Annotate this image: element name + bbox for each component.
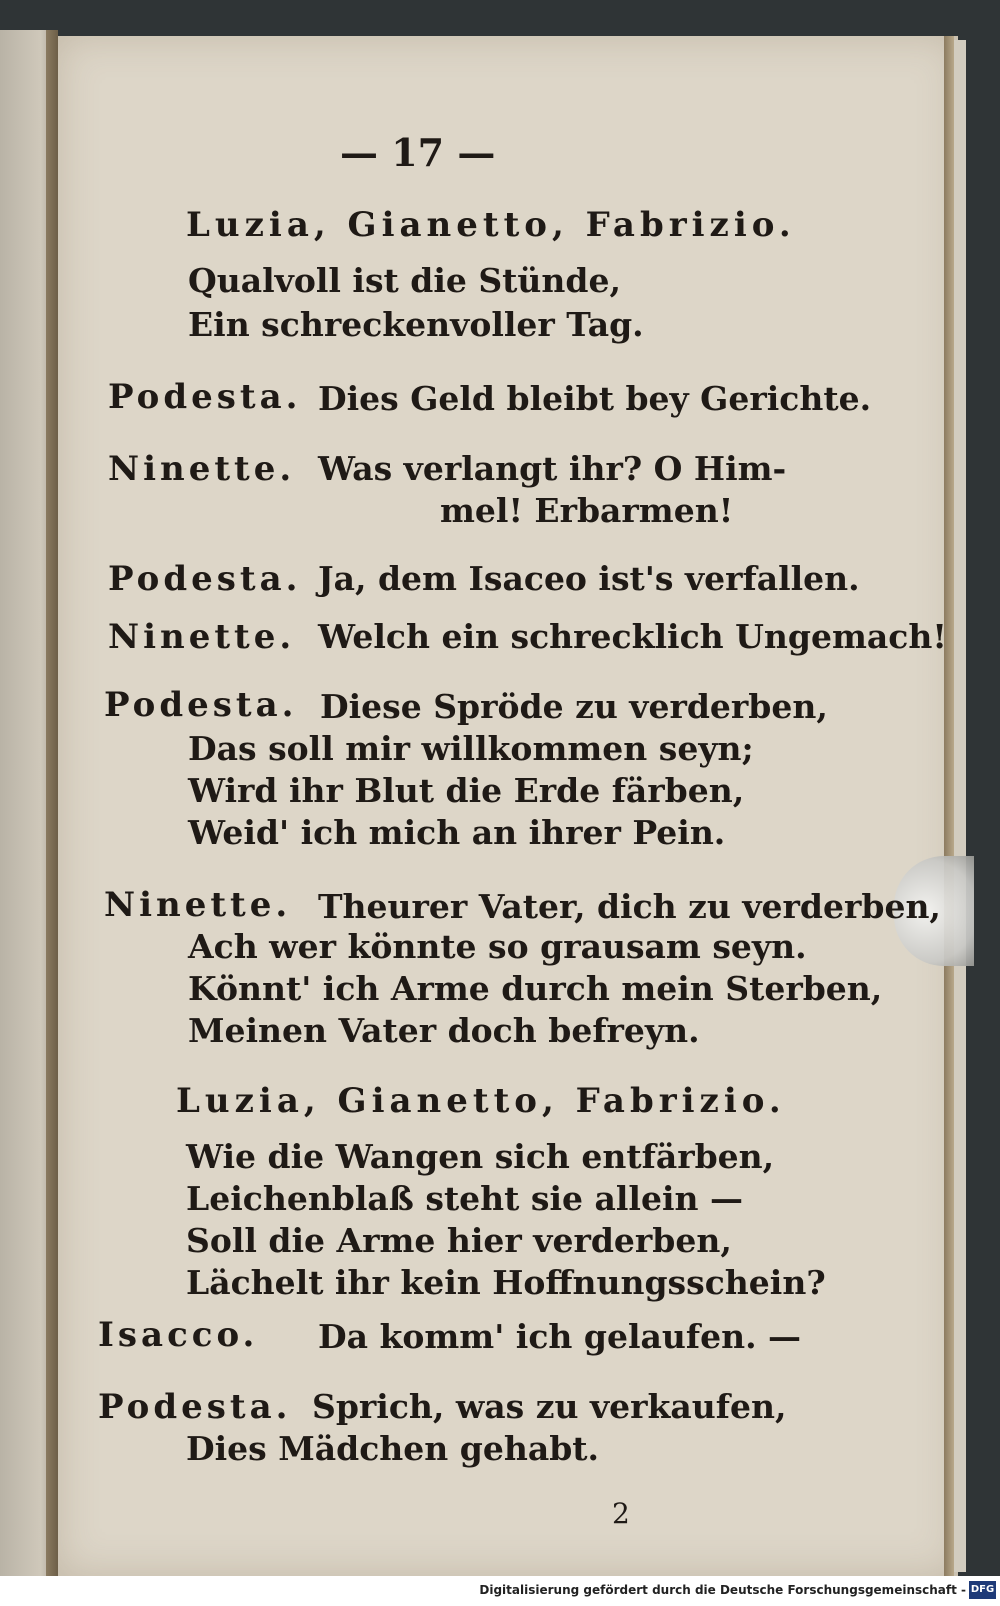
speaker-name: Podesta. bbox=[108, 559, 302, 599]
verse-line: Sprich, was zu verkaufen, bbox=[312, 1387, 787, 1426]
verse-line: Was verlangt ihr? O Him- bbox=[318, 449, 787, 488]
speaker-heading: Luzia, Gianetto, Fabrizio. bbox=[186, 205, 796, 245]
verse-line: Ja, dem Isaceo ist's verfallen. bbox=[318, 559, 860, 598]
verse-line: Diese Spröde zu verderben, bbox=[320, 687, 828, 726]
speaker-name: Ninette. bbox=[104, 885, 292, 925]
signature-mark: 2 bbox=[612, 1497, 630, 1530]
speaker-name: Podesta. bbox=[98, 1387, 292, 1427]
speaker-heading: Luzia, Gianetto, Fabrizio. bbox=[176, 1081, 786, 1121]
verse-line: Welch ein schrecklich Ungemach! bbox=[318, 617, 947, 656]
verse-line: Ach wer könnte so grausam seyn. bbox=[188, 927, 807, 966]
verse-line: Soll die Arme hier verderben, bbox=[186, 1221, 732, 1260]
verse-line: Weid' ich mich an ihrer Pein. bbox=[188, 813, 726, 852]
verse-line: Meinen Vater doch befreyn. bbox=[188, 1011, 700, 1050]
page-stack-edge bbox=[954, 40, 966, 1572]
speaker-name: Isacco. bbox=[98, 1315, 259, 1355]
speaker-name: Ninette. bbox=[108, 617, 296, 657]
verse-line: Wie die Wangen sich entfärben, bbox=[186, 1137, 775, 1176]
verse-line: Dies Geld bleibt bey Gerichte. bbox=[318, 379, 872, 418]
verse-line: Qualvoll ist die Stünde, bbox=[188, 261, 621, 300]
verse-line: Lächelt ihr kein Hoffnungsschein? bbox=[186, 1263, 826, 1302]
verse-line: Theurer Vater, dich zu verderben, bbox=[318, 887, 941, 926]
verse-line: Da komm' ich gelaufen. — bbox=[318, 1317, 802, 1356]
verse-line: Wird ihr Blut die Erde färben, bbox=[188, 771, 745, 810]
dfg-logo: DFG bbox=[969, 1581, 996, 1599]
verse-line: Dies Mädchen gehabt. bbox=[186, 1429, 600, 1468]
verse-line: Das soll mir willkommen seyn; bbox=[188, 729, 754, 768]
footer-bar bbox=[0, 1576, 1000, 1606]
verse-line: Leichenblaß steht sie allein — bbox=[186, 1179, 743, 1218]
speaker-name: Podesta. bbox=[104, 685, 298, 725]
page-right-edge bbox=[944, 36, 954, 1576]
book-spine-edge bbox=[46, 30, 58, 1576]
page-number: — 17 — bbox=[340, 130, 496, 175]
verse-line: mel! Erbarmen! bbox=[440, 491, 734, 530]
funding-credit: Digitalisierung gefördert durch die Deutsche Forschungsgemeinschaft - bbox=[479, 1583, 966, 1597]
speaker-name: Podesta. bbox=[108, 377, 302, 417]
speaker-name: Ninette. bbox=[108, 449, 296, 489]
verse-line: Könnt' ich Arme durch mein Sterben, bbox=[188, 969, 883, 1008]
verse-line: Ein schreckenvoller Tag. bbox=[188, 305, 644, 344]
